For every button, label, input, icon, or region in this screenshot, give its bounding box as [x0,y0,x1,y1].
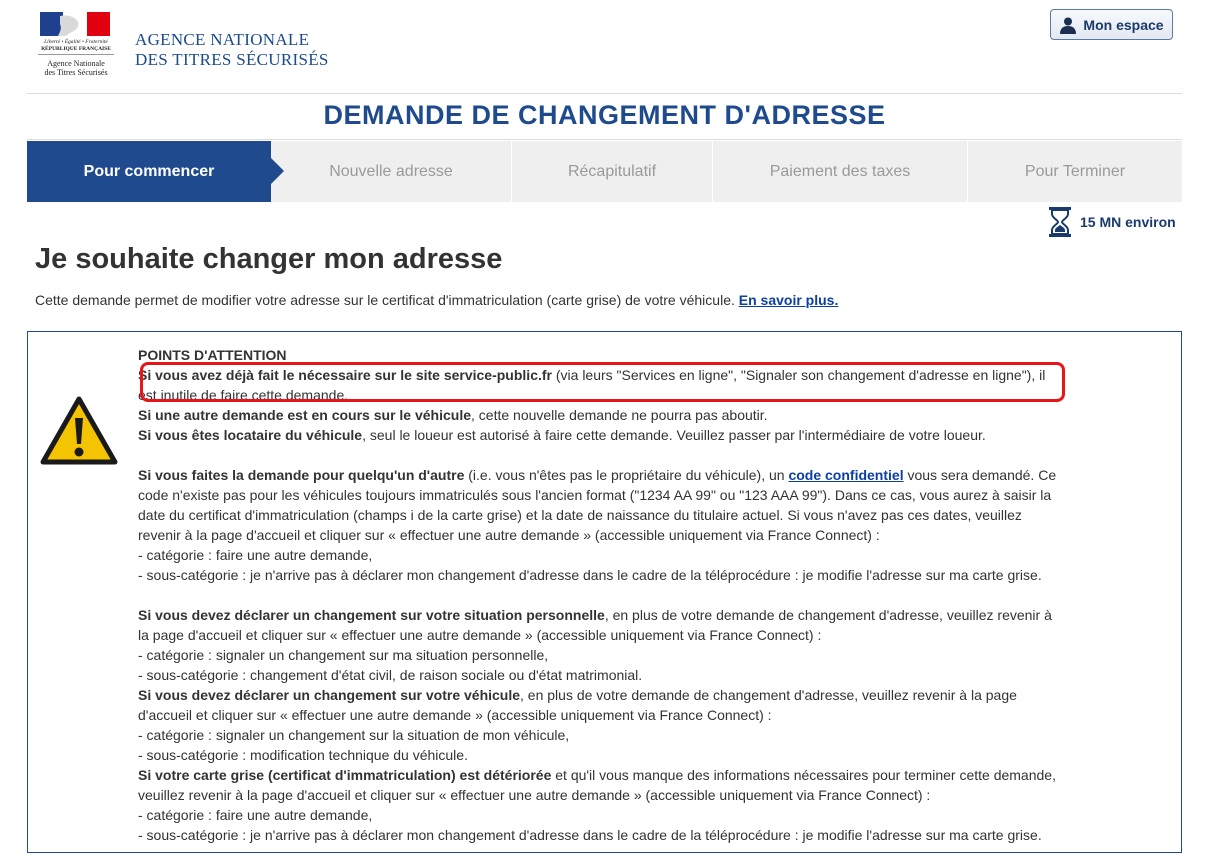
attention-point-locataire: Si vous êtes locataire du véhicule, seul le loueur est autorisé à faire cette demande. Veuillez passer par l'intermédiaire de votre loueur. [138,427,986,443]
intro-text [35,292,838,308]
duration-indicator [1048,206,1176,238]
attention-point-carte-grise-deterioree: Si votre carte grise (certificat d'immatriculation) est détériorée et qu'il vous manque des informations nécessaires pour terminer cette demande, veuillez revenir à la page d'accueil et cliquer sur « effectuer une autre demande » (accessible uniquement via France Connect) : [138,767,1056,803]
mon-espace-label: Mon espace [1083,16,1164,33]
hourglass-icon [1048,206,1072,238]
marianne-flag-icon [40,12,110,36]
republique-francaise-logo [38,12,114,82]
agency-name-line2: DES TITRES SÉCURISÉS [135,50,329,69]
step-pour-terminer: Pour Terminer [967,141,1182,202]
step-paiement-des-taxes: Paiement des taxes [712,141,967,202]
attention-heading: POINTS D'ATTENTION [138,347,287,363]
logo-agency-line2: des Titres Sécurisés [44,68,108,77]
en-savoir-plus-link[interactable]: En savoir plus. [738,292,839,308]
attention-p7-subcategory: - sous-catégorie : je n'arrive pas à déclarer mon changement d'adresse dans le cadre de la téléprocédure : je modifie l'adresse sur ma carte grise. [138,827,1042,843]
agency-name [135,30,329,70]
intro-description: Cette demande permet de modifier votre adresse sur le certificat d'immatriculation (carte grise) de votre véhicule. [35,292,739,308]
attention-point-demande-en-cours: Si une autre demande est en cours sur le véhicule, cette nouvelle demande ne pourra pas aboutir. [138,407,768,423]
progress-steps [27,141,1182,202]
heading-divider [27,139,1182,140]
attention-p5-subcategory: - sous-catégorie : changement d'état civil, de raison sociale ou d'état matrimonial. [138,667,643,683]
logo-agency [38,59,114,77]
duration-text: 15 MN environ [1080,214,1176,230]
logo-motto: Liberté • Égalité • Fraternité [44,39,108,45]
logo-republic: RÉPUBLIQUE FRANÇAISE [38,46,114,55]
page-heading: DEMANDE DE CHANGEMENT D'ADRESSE [323,100,886,130]
header-divider [27,93,1182,94]
warning-icon [40,396,118,466]
attention-p4-subcategory: - sous-catégorie : je n'arrive pas à déclarer mon changement d'adresse dans le cadre de la téléprocédure : je modifie l'adresse sur ma carte grise. [138,567,1042,583]
user-icon [1059,16,1077,34]
agency-name-line1: AGENCE NATIONALE [135,30,310,49]
attention-p7-category: - catégorie : faire une autre demande, [138,807,373,823]
step-recapitulatif: Récapitulatif [511,141,712,202]
code-confidentiel-link[interactable]: code confidentiel [788,467,904,483]
attention-p4-category: - catégorie : faire une autre demande, [138,547,373,563]
step-nouvelle-adresse: Nouvelle adresse [329,162,453,180]
attention-point-service-public: Si vous avez déjà fait le nécessaire sur le site service-public.fr (via leurs "Services en ligne", "Signaler son changement d'adresse en ligne"), il est inutile de faire cette demande. [138,367,1046,403]
mon-espace-button[interactable] [1050,9,1173,40]
attention-p6-subcategory: - sous-catégorie : modification technique du véhicule. [138,747,468,763]
attention-content [138,345,1058,845]
attention-point-situation-personnelle: Si vous devez déclarer un changement sur votre situation personnelle, en plus de votre demande de changement d'adresse, veuillez revenir à la page d'accueil et cliquer sur « effectuer une autre demande » (accessible uniquement via France Connect) : [138,607,1052,643]
attention-p6-category: - catégorie : signaler un changement sur la situation de mon véhicule, [138,727,570,743]
attention-point-quelqu-un-d-autre: Si vous faites la demande pour quelqu'un d'autre (i.e. vous n'êtes pas le propriétaire du véhicule), un code confidentiel vous sera demandé. Ce code n'existe pas pour les véhicules toujours immatriculés sous l'ancien format ("1234 AA 99" ou "123 AAA 99"). Dans ce cas, vous aurez à saisir la date du certificat d'immatriculation (champs i de la carte grise) et la date de naissance du titulaire actuel. Si vous n'avez pas ces dates, veuillez revenir à la page d'accueil et cliquer sur « effectuer une autre demande » (accessible uniquement via France Connect) : [138,467,1057,543]
step-pour-commencer: Pour commencer [27,141,271,202]
attention-box [27,331,1182,853]
attention-p5-category: - catégorie : signaler un changement sur ma situation personnelle, [138,647,549,663]
attention-point-vehicule: Si vous devez déclarer un changement sur votre véhicule, en plus de votre demande de changement d'adresse, veuillez revenir à la page d'accueil et cliquer sur « effectuer une autre demande » (accessible uniquement via France Connect) : [138,687,1017,723]
logo-agency-line1: Agence Nationale [47,59,105,68]
main-title: Je souhaite changer mon adresse [35,243,503,275]
